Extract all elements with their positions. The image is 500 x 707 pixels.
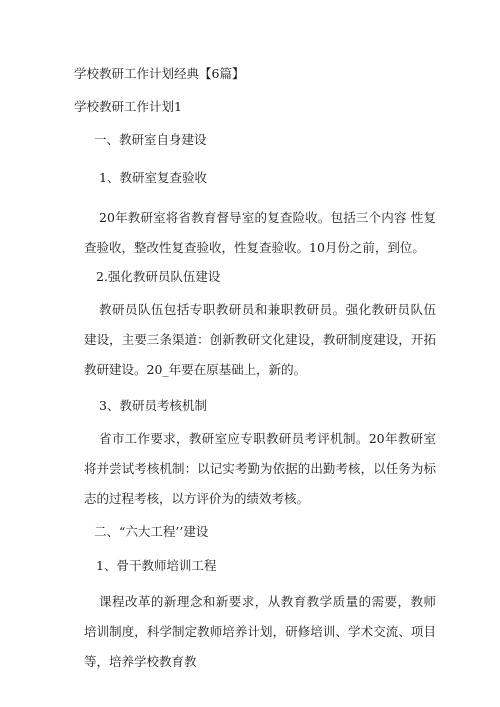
sub-1-heading: 1、骨干教师培训工程 xyxy=(96,558,217,573)
item-1-heading: 1、教研室复查验收 xyxy=(99,170,207,185)
document-subtitle: 学校教研工作计划1 xyxy=(74,99,182,114)
sub-1-body: 课程改革的新理念和新要求，从教育教学质量的需要，教师培训制度，科学制定教师培养计划，研修培训、学术交流、项目等，培养学校教育教 xyxy=(84,594,436,669)
item-3-body: 省市工作要求，教研室应专职教研员考评机制。20年教研室将并尝试考核机制：以记实考勤为依据的出勤考核，以任务为标志的过程考核，以方评价为的绩效考核。 xyxy=(84,431,436,506)
document-title: 学校教研工作计划经典【6篇】 xyxy=(74,66,245,81)
section-2-heading: 二、“六大工程’’建设 xyxy=(94,524,209,539)
item-3-heading: 3、教研员考核机制 xyxy=(99,398,207,413)
item-2-heading: 2.强化教研员队伍建设 xyxy=(96,269,221,284)
section-1-heading: 一、教研室自身建设 xyxy=(94,132,207,147)
item-1-body: 20年教研室将省教育督导室的复查险收。包括三个内容 性复查验收，整改性复查验收，性复查验收。10月份之前，到位。 xyxy=(84,210,436,255)
item-2-body: 教研员队伍包括专职教研员和兼职教研员。强化教研员队伍建设，主要三条渠道：创新教研文化建设，教研制度建设，开拓教研建设。20_年要在原基础上，新的。 xyxy=(84,302,436,377)
